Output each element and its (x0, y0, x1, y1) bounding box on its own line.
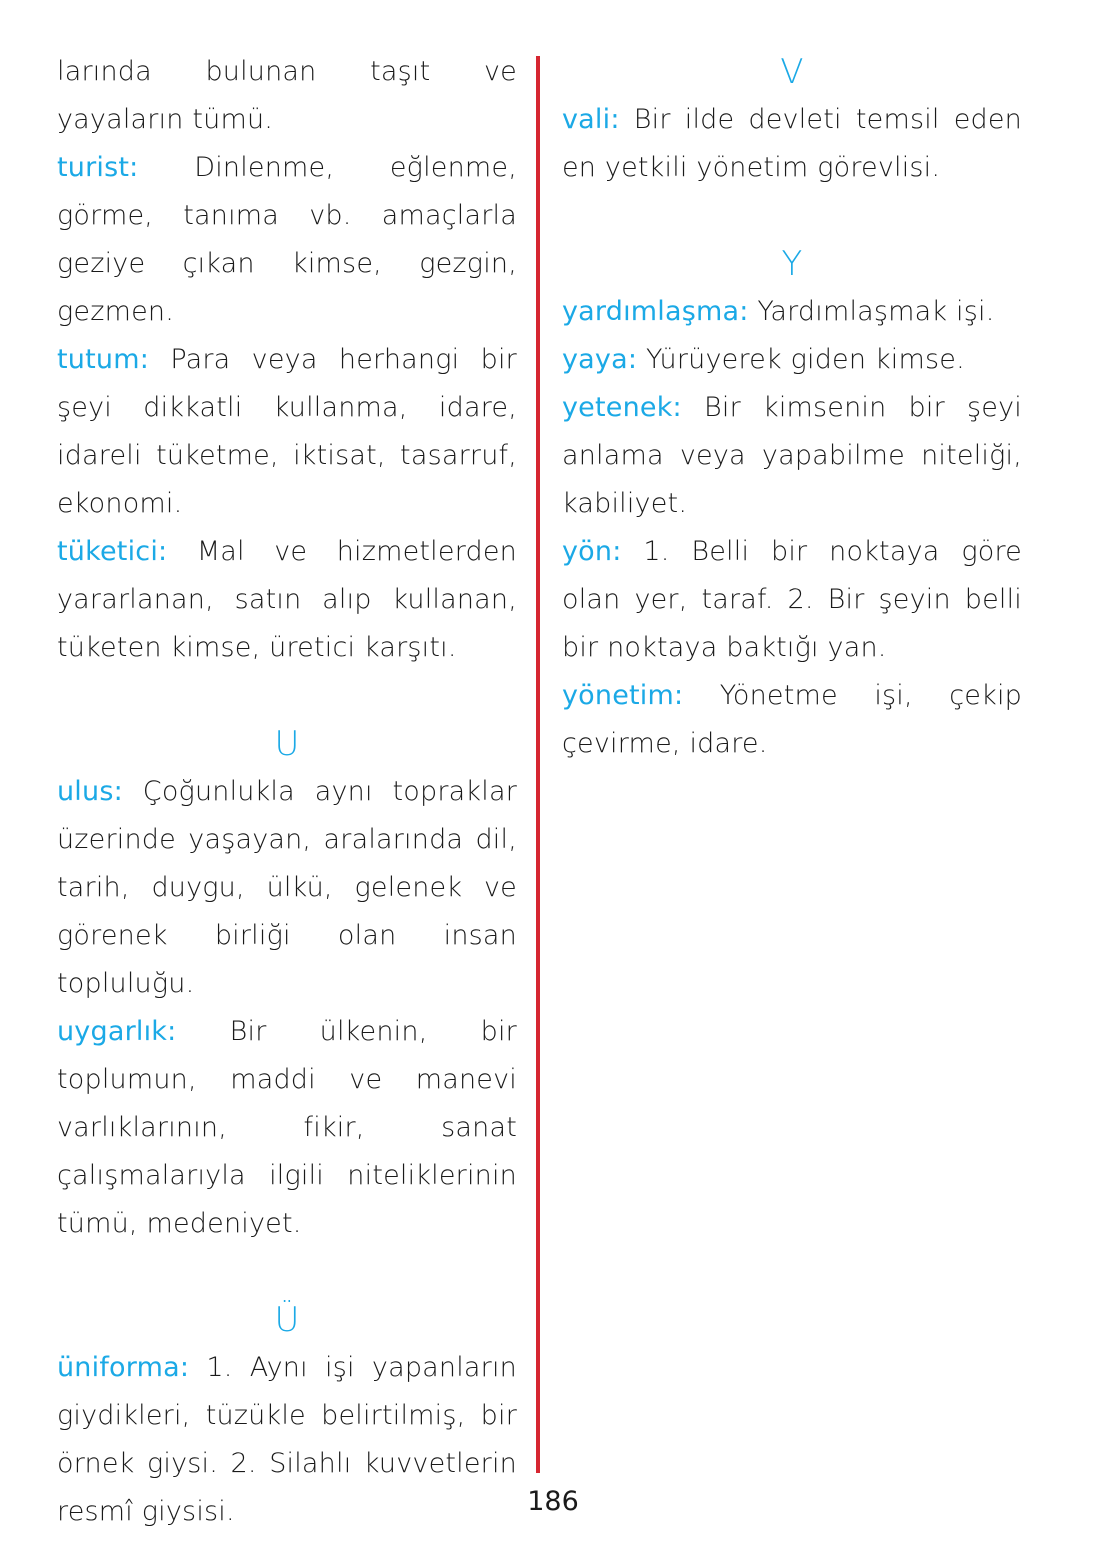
dictionary-entry-yonetim (562, 672, 1022, 768)
entry-term: tüketici: (57, 536, 168, 567)
entry-definition: Yönetme işi, çekip çevirme, idare. (562, 680, 1022, 759)
dictionary-entry-tutum (57, 336, 517, 528)
dictionary-entry-yardimlasma (562, 288, 1022, 336)
dictionary-entry-turist (57, 144, 517, 336)
letter-heading-uu: Ü (274, 1300, 300, 1340)
dictionary-entry-uygarlik (57, 1008, 517, 1248)
right-column (562, 48, 1022, 768)
entry-term: turist: (57, 152, 139, 183)
continued-definition: larında bulunan taşıt ve yayaların tümü. (57, 56, 517, 135)
page-number: 186 (527, 1486, 579, 1517)
dictionary-entry-yetenek (562, 384, 1022, 528)
entry-term: yönetim: (562, 680, 684, 711)
dictionary-entry-ulus (57, 768, 517, 1008)
entry-term: yardımlaşma: (562, 296, 749, 327)
left-column (57, 48, 517, 1536)
entry-term: uygarlık: (57, 1016, 177, 1047)
entry-definition: Yardımlaşmak işi. (757, 296, 995, 327)
entry-definition: Çoğunlukla aynı topraklar üzerinde yaşayan, aralarında dil, tarih, duygu, ülkü, gelenek ve görenek birliği olan insan topluluğu. (57, 776, 517, 999)
entry-term: ulus: (57, 776, 123, 807)
entry-definition: Bir ilde devleti temsil eden en yetkili yönetim görevlisi. (562, 104, 1022, 183)
letter-heading-y: Y (781, 244, 803, 284)
entry-term: vali: (562, 104, 620, 135)
entry-definition: 1. Aynı işi yapanların giydikleri, tüzükle belirtilmiş, bir örnek giysi. 2. Silahlı kuvvetlerin resmî giysisi. (57, 1352, 517, 1527)
entry-term: yön: (562, 536, 622, 567)
entry-definition: Para veya herhangi bir şeyi dikkatli kullanma, idare, idareli tüketme, iktisat, tasarruf, ekonomi. (57, 344, 517, 519)
entry-definition: Yürüyerek giden kimse. (645, 344, 965, 375)
column-divider (536, 56, 540, 1473)
entry-term: üniforma: (57, 1352, 190, 1383)
letter-heading-v: V (780, 52, 804, 92)
entry-definition: Bir ülkenin, bir toplumun, maddi ve manevi varlıklarının, fikir, sanat çalışmalarıyla ilgili niteliklerinin tümü, medeniyet. (57, 1016, 517, 1239)
entry-definition: 1. Belli bir noktaya göre olan yer, taraf. 2. Bir şeyin belli bir noktaya baktığı yan. (562, 536, 1022, 663)
entry-term: yaya: (562, 344, 638, 375)
letter-heading-u: U (274, 724, 300, 764)
entry-definition: Dinlenme, eğlenme, görme, tanıma vb. amaçlarla geziye çıkan kimse, gezgin, gezmen. (57, 152, 517, 327)
entry-definition: Mal ve hizmetlerden yararlanan, satın alıp kullanan, tüketen kimse, üretici karşıtı. (57, 536, 517, 663)
entry-definition: Bir kimsenin bir şeyi anlama veya yapabilme niteliği, kabiliyet. (562, 392, 1022, 519)
dictionary-entry-yaya (562, 336, 1022, 384)
entry-term: tutum: (57, 344, 149, 375)
dictionary-entry-vali (562, 96, 1022, 192)
dictionary-entry-tuketici (57, 528, 517, 672)
entry-term: yetenek: (562, 392, 682, 423)
dictionary-entry-yon (562, 528, 1022, 672)
